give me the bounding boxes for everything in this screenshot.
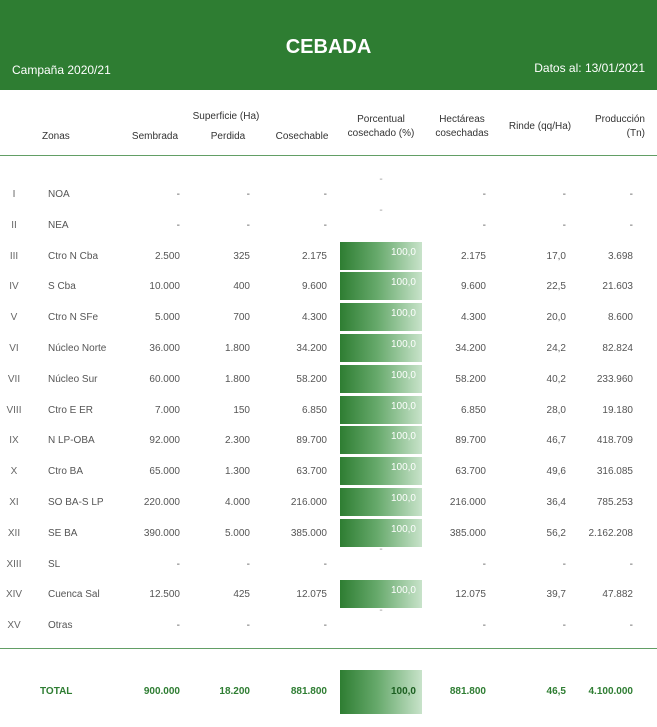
header-porcentual-2: cosechado (%)	[347, 128, 415, 139]
row-produccion: -	[629, 189, 633, 200]
row-hectareas: 385.000	[449, 528, 486, 539]
row-sembrada: 65.000	[149, 466, 180, 477]
row-pct-empty: -	[379, 544, 383, 555]
row-sembrada: 220.000	[143, 497, 180, 508]
row-zona: SO BA-S LP	[48, 497, 104, 508]
row-hectareas: 4.300	[460, 312, 486, 323]
row-produccion: 316.085	[596, 466, 633, 477]
row-hectareas: -	[482, 220, 486, 231]
row-pct-bar: 100,0	[340, 457, 422, 485]
row-rinde: -	[562, 220, 566, 231]
row-number: IV	[9, 281, 19, 292]
total-rinde: 46,5	[546, 686, 566, 697]
row-hectareas: 9.600	[460, 281, 486, 292]
row-produccion: 2.162.208	[588, 528, 633, 539]
row-cosechable: 4.300	[301, 312, 327, 323]
row-sembrada: 12.500	[149, 589, 180, 600]
row-perdida: 150	[233, 405, 250, 416]
header-produccion-1: Producción	[594, 114, 645, 125]
header-zonas: Zonas	[42, 131, 70, 142]
total-sembrada: 900.000	[143, 686, 180, 697]
row-zona: SL	[48, 559, 61, 570]
row-perdida: -	[246, 620, 250, 631]
row-number: V	[10, 312, 18, 323]
table-row	[0, 605, 657, 641]
row-pct-bar: 100,0	[340, 365, 422, 393]
row-hectareas: 2.175	[460, 251, 486, 262]
header-hectareas-2: cosechadas	[435, 128, 489, 139]
total-row	[0, 670, 657, 714]
row-pct-empty: -	[379, 174, 383, 185]
table-row	[0, 519, 657, 549]
row-rinde: 46,7	[546, 435, 566, 446]
total-produccion: 4.100.000	[588, 686, 633, 697]
row-hectareas: 89.700	[455, 435, 486, 446]
row-zona: Cuenca Sal	[48, 589, 100, 600]
row-pct-bar: 100,0	[340, 334, 422, 362]
row-perdida: -	[246, 559, 250, 570]
row-number: X	[10, 466, 18, 477]
table-row	[0, 488, 657, 518]
row-pct-bar: 100,0	[340, 242, 422, 270]
row-number: VI	[9, 343, 19, 354]
row-pct-bar: 100,0	[340, 303, 422, 331]
table-row	[0, 174, 657, 210]
row-sembrada: 390.000	[143, 528, 180, 539]
row-pct-bar: 100,0	[340, 396, 422, 424]
row-rinde: -	[562, 559, 566, 570]
row-perdida: 425	[233, 589, 250, 600]
row-sembrada: 2.500	[154, 251, 180, 262]
row-zona: Ctro E ER	[48, 405, 94, 416]
row-rinde: 20,0	[546, 312, 566, 323]
total-pct-bar: 100,0	[340, 670, 422, 714]
row-number: IX	[9, 435, 19, 446]
campaign-label: Campaña 2020/21	[12, 63, 111, 77]
row-sembrada: -	[176, 189, 180, 200]
row-produccion: 47.882	[602, 589, 633, 600]
table-row	[0, 365, 657, 395]
row-cosechable: 89.700	[296, 435, 327, 446]
row-perdida: 400	[233, 281, 250, 292]
row-rinde: 39,7	[546, 589, 566, 600]
row-perdida: 1.800	[224, 374, 250, 385]
row-zona: Ctro N SFe	[48, 312, 99, 323]
row-number: VII	[7, 374, 21, 385]
total-hectareas: 881.800	[449, 686, 486, 697]
row-cosechable: 12.075	[296, 589, 327, 600]
row-zona: SE BA	[48, 528, 78, 539]
total-divider	[0, 648, 657, 649]
row-number: I	[12, 189, 16, 200]
row-pct-bar: 100,0	[340, 519, 422, 547]
row-number: XII	[7, 528, 21, 539]
row-produccion: 21.603	[602, 281, 633, 292]
row-number: III	[9, 251, 19, 262]
row-cosechable: 6.850	[301, 405, 327, 416]
data-date-label: Datos al: 13/01/2021	[534, 61, 645, 75]
row-sembrada: -	[176, 559, 180, 570]
total-cosechable: 881.800	[290, 686, 327, 697]
row-zona: NEA	[48, 220, 69, 231]
row-perdida: 4.000	[224, 497, 250, 508]
header-cosechable: Cosechable	[275, 131, 329, 142]
table-row	[0, 334, 657, 364]
row-cosechable: 216.000	[290, 497, 327, 508]
row-produccion: -	[629, 620, 633, 631]
row-perdida: 2.300	[224, 435, 250, 446]
row-hectareas: -	[482, 189, 486, 200]
table-row	[0, 242, 657, 272]
row-zona: N LP-OBA	[48, 435, 95, 446]
row-hectareas: 6.850	[460, 405, 486, 416]
row-zona: Otras	[48, 620, 73, 631]
row-pct-empty: -	[379, 205, 383, 216]
row-number: XV	[7, 620, 21, 631]
header-sembrada: Sembrada	[131, 131, 179, 142]
row-cosechable: 63.700	[296, 466, 327, 477]
row-produccion: 418.709	[596, 435, 633, 446]
row-zona: NOA	[48, 189, 70, 200]
row-cosechable: 58.200	[296, 374, 327, 385]
row-rinde: 36,4	[546, 497, 566, 508]
row-rinde: -	[562, 189, 566, 200]
row-cosechable: -	[323, 620, 327, 631]
row-sembrada: 7.000	[154, 405, 180, 416]
row-perdida: 1.300	[224, 466, 250, 477]
row-zona: Núcleo Sur	[48, 374, 98, 385]
header-produccion-2: (Tn)	[626, 128, 645, 139]
row-sembrada: 10.000	[149, 281, 180, 292]
row-hectareas: 12.075	[455, 589, 486, 600]
row-pct-bar: 100,0	[340, 272, 422, 300]
row-rinde: 28,0	[546, 405, 566, 416]
row-pct-bar: 100,0	[340, 426, 422, 454]
row-perdida: -	[246, 220, 250, 231]
row-cosechable: -	[323, 559, 327, 570]
total-label: TOTAL	[40, 686, 73, 697]
row-number: XIV	[5, 589, 23, 600]
row-cosechable: 385.000	[290, 528, 327, 539]
row-produccion: -	[629, 220, 633, 231]
row-hectareas: -	[482, 620, 486, 631]
row-rinde: 56,2	[546, 528, 566, 539]
table-row	[0, 426, 657, 456]
row-zona: Ctro N Cba	[48, 251, 99, 262]
row-sembrada: -	[176, 220, 180, 231]
header-hectareas-1: Hectáreas	[439, 114, 485, 125]
row-produccion: -	[629, 559, 633, 570]
table-row	[0, 580, 657, 610]
row-perdida: -	[246, 189, 250, 200]
row-sembrada: 5.000	[154, 312, 180, 323]
row-hectareas: 34.200	[455, 343, 486, 354]
row-sembrada: 92.000	[149, 435, 180, 446]
row-rinde: 24,2	[546, 343, 566, 354]
row-produccion: 233.960	[596, 374, 633, 385]
row-zona: Núcleo Norte	[48, 343, 107, 354]
row-perdida: 5.000	[224, 528, 250, 539]
row-cosechable: 2.175	[301, 251, 327, 262]
row-pct-bar: 100,0	[340, 580, 422, 608]
row-perdida: 325	[233, 251, 250, 262]
row-number: XIII	[6, 559, 22, 570]
row-rinde: 40,2	[546, 374, 566, 385]
table-row	[0, 457, 657, 487]
row-zona: Ctro BA	[48, 466, 84, 477]
row-hectareas: 216.000	[449, 497, 486, 508]
row-produccion: 8.600	[607, 312, 633, 323]
header-superficie: Superficie (Ha)	[192, 111, 260, 122]
page-title: CEBADA	[285, 36, 372, 58]
table-row	[0, 303, 657, 333]
row-pct-empty: -	[379, 605, 383, 616]
row-produccion: 19.180	[602, 405, 633, 416]
row-cosechable: -	[323, 189, 327, 200]
report-header	[0, 0, 657, 90]
row-sembrada: 60.000	[149, 374, 180, 385]
row-perdida: 1.800	[224, 343, 250, 354]
total-perdida: 18.200	[219, 686, 250, 697]
row-produccion: 785.253	[596, 497, 633, 508]
row-sembrada: -	[176, 620, 180, 631]
row-cosechable: 9.600	[301, 281, 327, 292]
table-row	[0, 396, 657, 426]
row-rinde: 49,6	[546, 466, 566, 477]
row-rinde: -	[562, 620, 566, 631]
row-cosechable: 34.200	[296, 343, 327, 354]
row-hectareas: 63.700	[455, 466, 486, 477]
table-row	[0, 272, 657, 302]
header-rinde: Rinde (qq/Ha)	[508, 121, 572, 132]
row-sembrada: 36.000	[149, 343, 180, 354]
header-porcentual-1: Porcentual	[357, 114, 405, 125]
header-perdida: Perdida	[210, 131, 246, 142]
row-produccion: 3.698	[607, 251, 633, 262]
table-row	[0, 544, 657, 580]
row-hectareas: -	[482, 559, 486, 570]
table-row	[0, 205, 657, 241]
row-number: VIII	[6, 405, 22, 416]
row-cosechable: -	[323, 220, 327, 231]
row-rinde: 17,0	[546, 251, 566, 262]
row-rinde: 22,5	[546, 281, 566, 292]
row-perdida: 700	[233, 312, 250, 323]
row-pct-bar: 100,0	[340, 488, 422, 516]
row-number: XI	[9, 497, 19, 508]
row-number: II	[11, 220, 17, 231]
row-hectareas: 58.200	[455, 374, 486, 385]
row-zona: S Cba	[48, 281, 76, 292]
header-divider	[0, 155, 657, 156]
row-produccion: 82.824	[602, 343, 633, 354]
